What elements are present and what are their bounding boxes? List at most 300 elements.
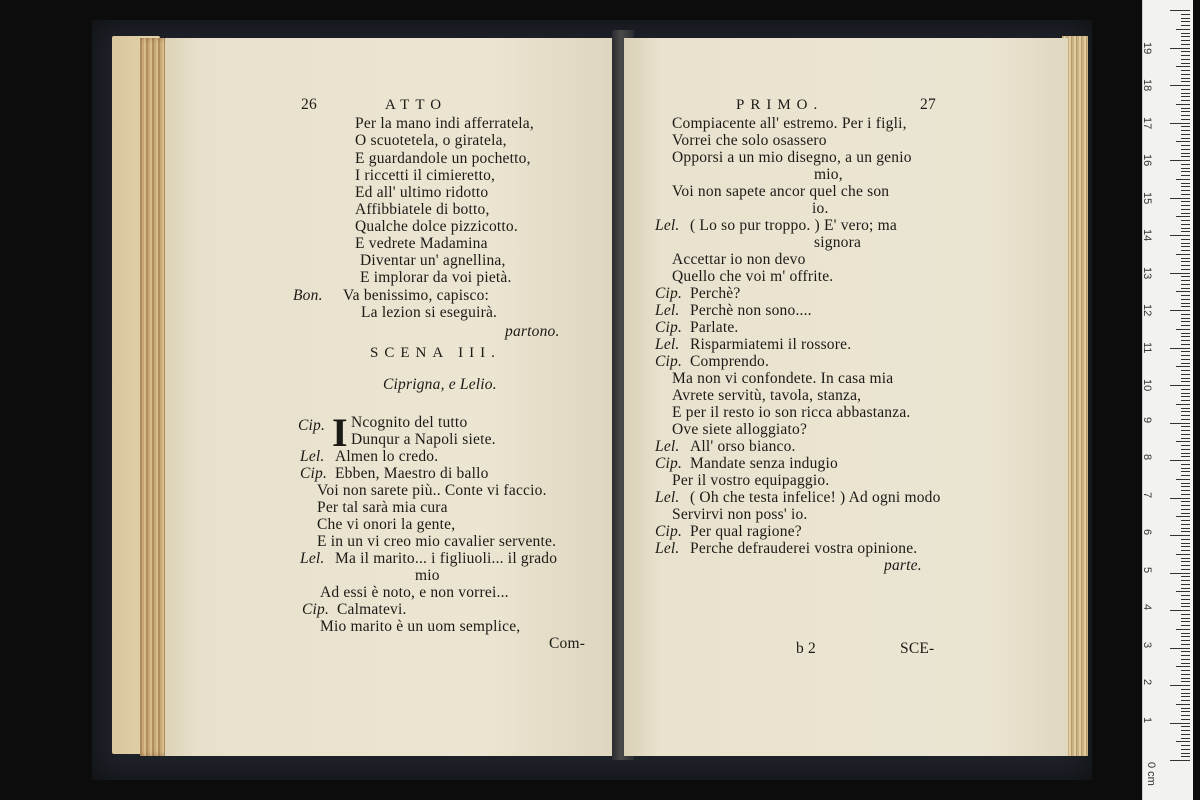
dialogue-line: Compiacente all' estremo. Per i figli, [672, 115, 907, 132]
ruler-number: 19 [1141, 41, 1153, 54]
ruler-number: 8 [1141, 454, 1153, 461]
ruler-tick [1181, 513, 1190, 514]
ruler-tick [1181, 711, 1190, 712]
ruler-tick [1181, 239, 1190, 240]
dialogue-line: Ad essi è noto, e non vorrei... [320, 584, 509, 601]
ruler-tick [1181, 565, 1190, 566]
ruler-tick [1181, 509, 1190, 510]
speaker-label: Lel. [655, 489, 680, 506]
ruler-number: 1 [1141, 716, 1153, 723]
verse-line: Ed all' ultimo ridotto [355, 184, 489, 201]
ruler-tick [1181, 738, 1190, 739]
dialogue-line: Voi non sapete ancor quel che son [672, 183, 890, 200]
ruler-tick [1181, 456, 1190, 457]
ruler-tick [1181, 614, 1190, 615]
ruler-number: 11 [1141, 341, 1153, 353]
ruler-tick [1181, 40, 1190, 41]
ruler-tick [1181, 505, 1190, 506]
ruler-tick [1181, 265, 1190, 266]
ruler-tick [1181, 415, 1190, 416]
dialogue-line: Va benissimo, capisco: [343, 287, 490, 304]
ruler-tick [1181, 168, 1190, 169]
speaker-label: Lel. [655, 336, 680, 353]
ruler-tick [1181, 153, 1190, 154]
ruler-tick [1181, 14, 1190, 15]
ruler-tick [1181, 674, 1190, 675]
verse-line: E vedrete Madamina [355, 235, 488, 252]
verse-line: Qualche dolce pizzicotto. [355, 218, 518, 235]
ruler-tick [1176, 366, 1190, 367]
ruler-number: 9 [1141, 416, 1153, 423]
ruler-tick [1170, 160, 1190, 161]
ruler-tick [1170, 423, 1190, 424]
ruler-tick [1181, 18, 1190, 19]
ruler-tick [1181, 655, 1190, 656]
page-number: 27 [920, 96, 936, 113]
ruler-tick [1181, 201, 1190, 202]
ruler-tick [1170, 123, 1190, 124]
ruler-tick [1181, 531, 1190, 532]
dialogue-line: Ncognito del tutto [351, 414, 468, 431]
ruler-tick [1181, 576, 1190, 577]
ruler-tick [1181, 220, 1190, 221]
dialogue-line: Per qual ragione? [690, 523, 802, 540]
ruler-tick [1170, 460, 1190, 461]
ruler-tick [1181, 400, 1190, 401]
ruler-tick [1181, 678, 1190, 679]
ruler-tick [1181, 693, 1190, 694]
speaker-label: Cip. [655, 319, 683, 336]
ruler-tick [1181, 490, 1190, 491]
dialogue-line: Ove siete alloggiato? [672, 421, 808, 438]
verse-line: Affibbiatele di botto, [355, 201, 490, 218]
ruler-tick [1181, 164, 1190, 165]
ruler-tick [1181, 325, 1190, 326]
verse-line: I riccetti il cimieretto, [355, 167, 496, 184]
ruler-tick [1181, 59, 1190, 60]
ruler-tick [1181, 119, 1190, 120]
speaker-label: Cip. [298, 417, 326, 434]
verse-line: Per la mano indi afferratela, [355, 115, 534, 132]
dialogue-line: E in un vi creo mio cavalier servente. [317, 533, 557, 550]
ruler-tick [1170, 535, 1190, 536]
ruler-tick [1181, 63, 1190, 64]
ruler-tick [1181, 205, 1190, 206]
dialogue-line: mio [415, 567, 440, 584]
dialogue-line: Risparmiatemi il rossore. [690, 336, 852, 353]
ruler-tick [1181, 355, 1190, 356]
ruler-tick [1181, 494, 1190, 495]
dialogue-line: Quello che voi m' offrite. [672, 268, 834, 285]
dialogue-line: Calmatevi. [337, 601, 407, 618]
dialogue-line: signora [814, 234, 862, 251]
ruler-tick [1170, 498, 1190, 499]
ruler-tick [1170, 310, 1190, 311]
dialogue-line: Mandate senza indugio [690, 455, 838, 472]
ruler-tick [1176, 179, 1190, 180]
ruler-tick [1170, 723, 1190, 724]
speaker-label: Lel. [655, 438, 680, 455]
ruler-tick [1181, 524, 1190, 525]
ruler-tick [1181, 501, 1190, 502]
scene-characters: Ciprigna, e Lelio. [383, 376, 497, 393]
ruler-tick [1181, 719, 1190, 720]
ruler-tick [1181, 261, 1190, 262]
dialogue-line: Ma non vi confondete. In casa mia [672, 370, 894, 387]
ruler-tick [1181, 445, 1190, 446]
dialogue-line: Comprendo. [690, 353, 770, 370]
dialogue-line: La lezion si eseguirà. [361, 304, 498, 321]
ruler-tick [1181, 213, 1190, 214]
ruler-tick [1181, 100, 1190, 101]
ruler-tick [1181, 408, 1190, 409]
ruler-tick [1181, 528, 1190, 529]
speaker-label: Cip. [655, 523, 683, 540]
ruler-tick [1176, 629, 1190, 630]
speaker-label: Cip. [655, 455, 683, 472]
ruler-tick [1181, 651, 1190, 652]
dialogue-line: Mio marito è un uom semplice, [320, 618, 521, 635]
dialogue-line: Per il vostro equipaggio. [672, 472, 830, 489]
ruler-number: 2 [1141, 679, 1153, 686]
dialogue-line: Parlate. [690, 319, 739, 336]
speaker-label: Lel. [655, 302, 680, 319]
ruler-tick [1181, 558, 1190, 559]
ruler-tick [1181, 33, 1190, 34]
ruler-tick [1176, 516, 1190, 517]
ruler-tick [1176, 741, 1190, 742]
ruler-tick [1181, 644, 1190, 645]
dialogue-line: Perche defrauderei vostra opinione. [690, 540, 918, 557]
speaker-label: Bon. [293, 287, 323, 304]
dialogue-line: Che vi onori la gente, [317, 516, 456, 533]
ruler-tick [1181, 396, 1190, 397]
ruler-tick [1181, 306, 1190, 307]
dialogue-line: ( Oh che testa infelice! ) Ad ogni modo [690, 489, 941, 506]
ruler-tick [1181, 681, 1190, 682]
ruler-tick [1181, 438, 1190, 439]
ruler-tick [1170, 235, 1190, 236]
ruler-tick [1176, 704, 1190, 705]
stage-direction: partono. [505, 323, 560, 340]
ruler-tick [1181, 603, 1190, 604]
ruler-tick [1181, 689, 1190, 690]
ruler-tick [1181, 486, 1190, 487]
ruler-tick [1181, 321, 1190, 322]
ruler-tick [1176, 666, 1190, 667]
ruler-tick [1181, 696, 1190, 697]
ruler-tick [1181, 126, 1190, 127]
ruler-tick [1181, 280, 1190, 281]
ruler-tick [1181, 749, 1190, 750]
ruler-tick [1181, 78, 1190, 79]
speaker-label: Lel. [655, 217, 680, 234]
ruler-tick [1181, 288, 1190, 289]
ruler-tick [1176, 104, 1190, 105]
ruler-tick [1181, 708, 1190, 709]
ruler-tick [1181, 115, 1190, 116]
ruler-tick [1181, 464, 1190, 465]
ruler-tick [1176, 29, 1190, 30]
ruler-tick [1181, 434, 1190, 435]
ruler-tick [1181, 539, 1190, 540]
ruler-tick [1176, 554, 1190, 555]
dialogue-line: Dunqur a Napoli siete. [351, 431, 496, 448]
page-number: 26 [301, 96, 317, 113]
speaker-label: Cip. [655, 285, 683, 302]
ruler-number: 18 [1141, 79, 1153, 92]
ruler-tick [1181, 370, 1190, 371]
ruler-number: 16 [1141, 154, 1153, 167]
ruler-tick [1170, 573, 1190, 574]
dialogue-line: Perchè non sono.... [690, 302, 812, 319]
ruler-tick [1181, 550, 1190, 551]
ruler-tick [1181, 145, 1190, 146]
ruler-tick [1181, 340, 1190, 341]
ruler-tick [1181, 726, 1190, 727]
scene-title: SCENA III. [370, 345, 501, 361]
ruler-tick [1170, 348, 1190, 349]
ruler-tick [1181, 138, 1190, 139]
ruler-tick [1181, 640, 1190, 641]
ruler-number: 7 [1141, 491, 1153, 498]
ruler-tick [1181, 175, 1190, 176]
dialogue-line: Ma il marito... i figliuoli... il grado [335, 550, 558, 567]
ruler-tick [1181, 389, 1190, 390]
ruler-tick [1176, 141, 1190, 142]
ruler-tick [1181, 228, 1190, 229]
ruler-tick [1181, 149, 1190, 150]
ruler-tick [1181, 209, 1190, 210]
ruler-tick [1181, 546, 1190, 547]
catchword: SCE- [900, 640, 935, 657]
ruler-tick [1170, 48, 1190, 49]
ruler-tick [1181, 93, 1190, 94]
ruler-number: 6 [1141, 529, 1153, 536]
verse-line: Diventar un' agnellina, [360, 252, 506, 269]
ruler-tick [1176, 479, 1190, 480]
ruler-tick [1181, 483, 1190, 484]
ruler-tick [1181, 374, 1190, 375]
ruler-tick [1181, 108, 1190, 109]
ruler-tick [1176, 291, 1190, 292]
ruler-tick [1181, 55, 1190, 56]
ruler-tick [1176, 404, 1190, 405]
ruler-tick [1176, 254, 1190, 255]
dialogue-line: Servirvi non poss' io. [672, 506, 808, 523]
ruler-tick [1181, 134, 1190, 135]
ruler-tick [1181, 449, 1190, 450]
dialogue-line: mio, [814, 166, 843, 183]
ruler-tick [1181, 430, 1190, 431]
ruler-tick [1181, 318, 1190, 319]
ruler-tick [1181, 299, 1190, 300]
ruler-tick [1181, 25, 1190, 26]
dialogue-line: ( Lo so pur troppo. ) E' vero; ma [690, 217, 897, 234]
dialogue-line: E per il resto io son ricca abbastanza. [672, 404, 911, 421]
ruler-number: 13 [1141, 266, 1153, 279]
ruler-tick [1170, 760, 1190, 761]
ruler-tick [1181, 96, 1190, 97]
ruler-tick [1181, 250, 1190, 251]
ruler-tick [1181, 411, 1190, 412]
ruler-tick [1181, 258, 1190, 259]
ruler-tick [1181, 333, 1190, 334]
dialogue-line: Voi non sarete più.. Conte vi faccio. [317, 482, 547, 499]
verse-line: O scuotetela, o giratela, [355, 132, 507, 149]
ruler-tick [1181, 246, 1190, 247]
ruler-tick [1181, 381, 1190, 382]
dialogue-line: Almen lo credo. [335, 448, 439, 465]
ruler-tick [1181, 314, 1190, 315]
ruler-tick [1181, 734, 1190, 735]
speaker-label: Cip. [302, 601, 330, 618]
ruler-tick [1181, 468, 1190, 469]
dialogue-line: All' orso bianco. [690, 438, 796, 455]
ruler-tick [1181, 595, 1190, 596]
ruler-tick [1181, 224, 1190, 225]
ruler-tick [1176, 441, 1190, 442]
running-head: ATTO [385, 97, 448, 113]
ruler-tick [1181, 700, 1190, 701]
verse-line: E guardandole un pochetto, [355, 150, 531, 167]
ruler-tick [1170, 685, 1190, 686]
ruler-tick [1181, 303, 1190, 304]
ruler-tick [1170, 10, 1190, 11]
ruler-tick [1176, 591, 1190, 592]
ruler-number: 14 [1141, 229, 1153, 242]
dialogue-line: Perchè? [690, 285, 741, 302]
right-page [624, 38, 1068, 756]
ruler-tick [1181, 171, 1190, 172]
ruler-tick [1181, 580, 1190, 581]
ruler-tick [1181, 625, 1190, 626]
ruler-number: 12 [1141, 304, 1153, 317]
ruler-tick [1181, 81, 1190, 82]
dialogue-line: Avrete servitù, tavola, stanza, [672, 387, 862, 404]
ruler-tick [1181, 756, 1190, 757]
speaker-label: Lel. [300, 550, 325, 567]
ruler-tick [1181, 745, 1190, 746]
ruler-tick [1181, 284, 1190, 285]
ruler-tick [1181, 74, 1190, 75]
ruler-tick [1181, 453, 1190, 454]
ruler-tick [1181, 130, 1190, 131]
ruler-number: 10 [1141, 379, 1153, 392]
ruler-number: 15 [1141, 191, 1153, 204]
ruler-tick [1176, 216, 1190, 217]
ruler-tick [1181, 36, 1190, 37]
ruler-tick [1181, 606, 1190, 607]
ruler-tick [1170, 85, 1190, 86]
ruler-tick [1181, 351, 1190, 352]
speaker-label: Cip. [300, 465, 328, 482]
ruler-tick [1181, 194, 1190, 195]
ruler-tick [1181, 621, 1190, 622]
ruler-tick [1181, 344, 1190, 345]
ruler-tick [1181, 715, 1190, 716]
dialogue-line: io. [812, 200, 829, 217]
ruler-number: 3 [1141, 641, 1153, 648]
catchword: Com- [549, 635, 586, 652]
dialogue-line: Vorrei che solo osassero [672, 132, 827, 149]
ruler-tick [1170, 198, 1190, 199]
verse-line: E implorar da voi pietà. [360, 269, 512, 286]
ruler-tick [1181, 186, 1190, 187]
ruler-tick [1181, 659, 1190, 660]
ruler-tick [1181, 569, 1190, 570]
running-head: PRIMO. [736, 97, 824, 113]
ruler-tick [1181, 111, 1190, 112]
speaker-label: Cip. [655, 353, 683, 370]
ruler-tick [1181, 670, 1190, 671]
ruler-tick [1181, 190, 1190, 191]
ruler-tick [1181, 520, 1190, 521]
ruler-tick [1181, 70, 1190, 71]
speaker-label: Lel. [655, 540, 680, 557]
ruler-tick [1181, 475, 1190, 476]
ruler-tick [1181, 363, 1190, 364]
ruler-tick [1181, 584, 1190, 585]
ruler-number: 17 [1141, 116, 1153, 129]
ruler-tick [1181, 336, 1190, 337]
ruler-tick [1181, 393, 1190, 394]
ruler-tick [1181, 753, 1190, 754]
speaker-label: Lel. [300, 448, 325, 465]
ruler-tick [1181, 156, 1190, 157]
ruler-tick [1181, 21, 1190, 22]
ruler-tick [1181, 44, 1190, 45]
ruler-tick [1181, 730, 1190, 731]
ruler-tick [1181, 419, 1190, 420]
dialogue-line: Per tal sarà mia cura [317, 499, 448, 516]
ruler-tick [1181, 543, 1190, 544]
ruler-tick [1181, 276, 1190, 277]
stage-direction: parte. [884, 557, 922, 574]
signature-mark: b 2 [796, 640, 816, 657]
ruler-tick [1181, 51, 1190, 52]
ruler-tick [1181, 561, 1190, 562]
ruler-tick [1176, 66, 1190, 67]
ruler-tick [1181, 269, 1190, 270]
ruler-tick [1181, 618, 1190, 619]
ruler-tick [1181, 426, 1190, 427]
dialogue-line: Ebben, Maestro di ballo [335, 465, 489, 482]
ruler-tick [1181, 231, 1190, 232]
dialogue-line: Accettar io non devo [672, 251, 806, 268]
ruler-tick [1181, 89, 1190, 90]
ruler-tick [1170, 610, 1190, 611]
drop-cap: I [332, 410, 348, 455]
ruler-tick [1181, 663, 1190, 664]
ruler-tick [1170, 385, 1190, 386]
left-page [165, 38, 620, 756]
ruler-tick [1181, 633, 1190, 634]
ruler-tick [1181, 471, 1190, 472]
ruler-number: 5 [1141, 566, 1153, 573]
dialogue-line: Opporsi a un mio disegno, a un genio [672, 149, 912, 166]
ruler-tick [1181, 183, 1190, 184]
ruler-tick [1176, 329, 1190, 330]
ruler-tick [1170, 273, 1190, 274]
ruler-unit-label: 0 cm [1145, 762, 1157, 786]
measuring-ruler [1142, 0, 1193, 800]
ruler-tick [1181, 378, 1190, 379]
ruler-tick [1181, 636, 1190, 637]
ruler-tick [1170, 648, 1190, 649]
ruler-number: 4 [1141, 604, 1153, 611]
ruler-tick [1181, 599, 1190, 600]
